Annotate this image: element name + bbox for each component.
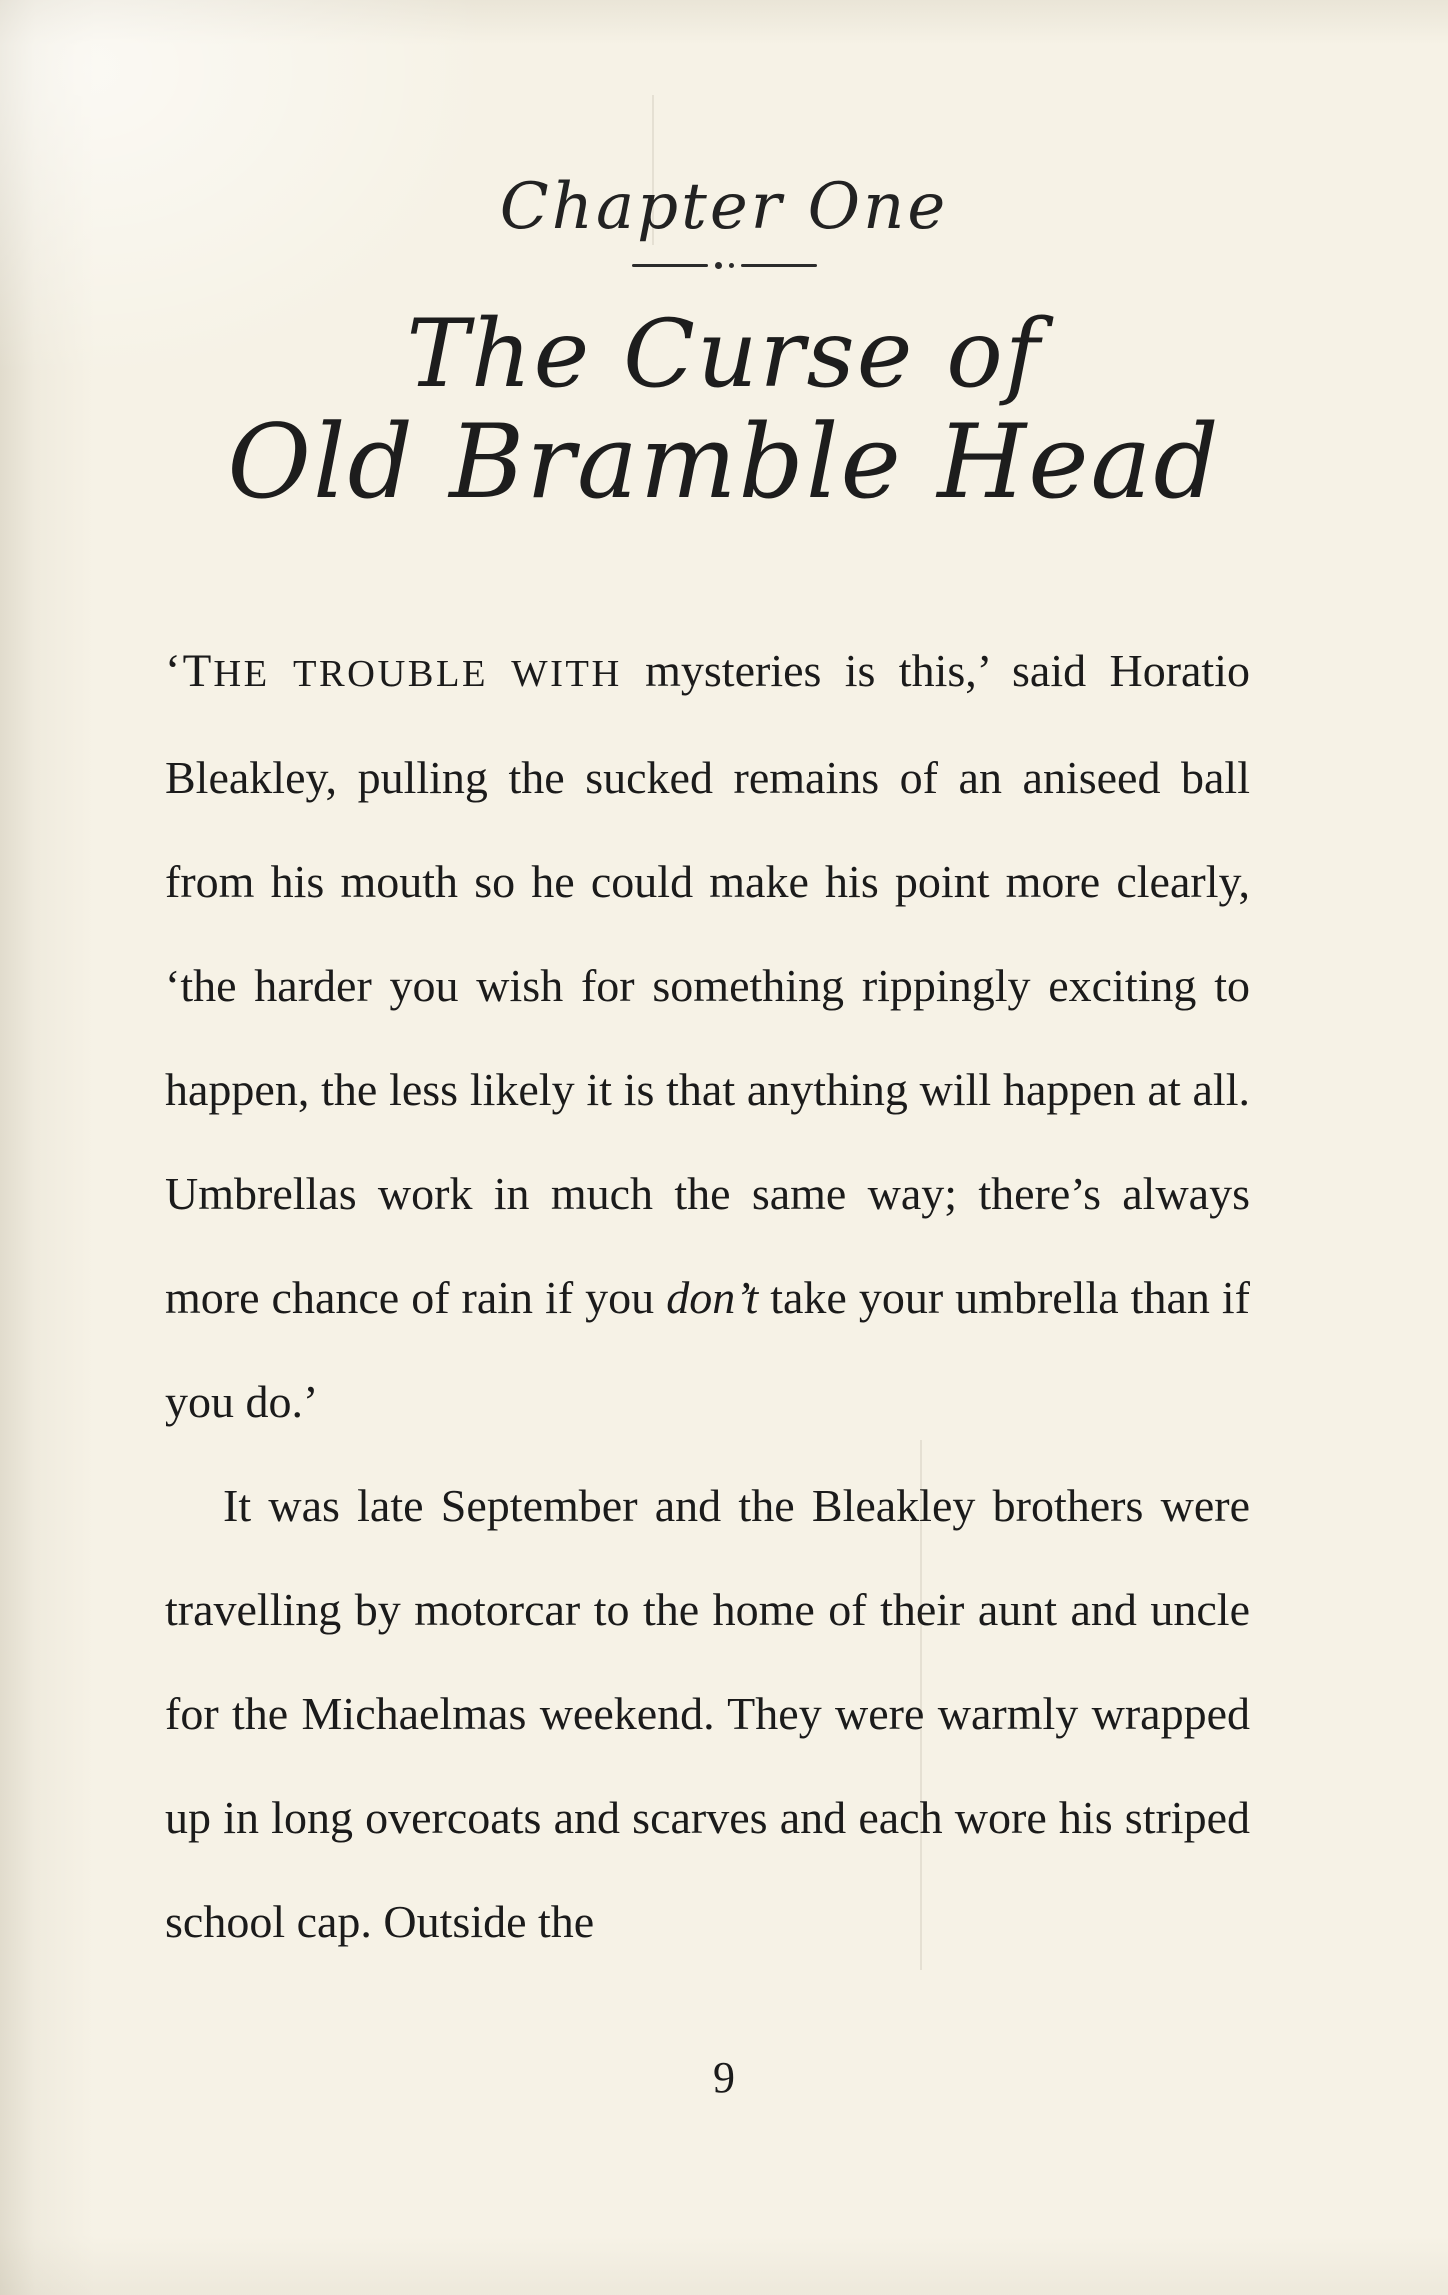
paragraph-2: It was late September and the Bleakley brothers were travelling by motorcar to the home of their aunt and uncle for the Michaelmas weekend. They were warmly wrapped up in long overcoats and scarves and each wore his striped school cap. Outside the (165, 1479, 1250, 1947)
italic-word: don’t (666, 1271, 759, 1323)
scan-artifact (652, 95, 654, 245)
divider-dot-small (729, 263, 734, 268)
divider-dot (715, 262, 722, 269)
paragraph-1-text: mysteries is this,’ said Horatio Bleakley, pulling the sucked remains of an aniseed ball from his mouth so he could make his point more clearly, ‘the harder you wish for something rippingly exciting to happen, the less likely it is that anything will happen at all. Umbrellas work in much the same way; there’s always more chance of rain if you (165, 644, 1250, 1323)
opening-capital: ‘T (165, 644, 214, 697)
chapter-label: Chapter One (499, 170, 949, 244)
scan-artifact (920, 1440, 922, 1970)
chapter-divider (624, 262, 824, 269)
page-number: 9 (713, 2053, 735, 2102)
chapter-title (0, 300, 1448, 523)
paragraph-1 (165, 619, 1250, 1454)
body-text (165, 619, 1250, 1974)
chapter-title-line-1: The Curse of (406, 300, 1042, 409)
divider-rule-left (632, 264, 708, 267)
opening-small-caps: HE TROUBLE WITH (213, 652, 622, 695)
divider-rule-right (741, 264, 817, 267)
chapter-title-line-2: Old Bramble Head (227, 403, 1221, 523)
paragraph-1-text-end: take your umbrella than if you do.’ (165, 1271, 1250, 1427)
